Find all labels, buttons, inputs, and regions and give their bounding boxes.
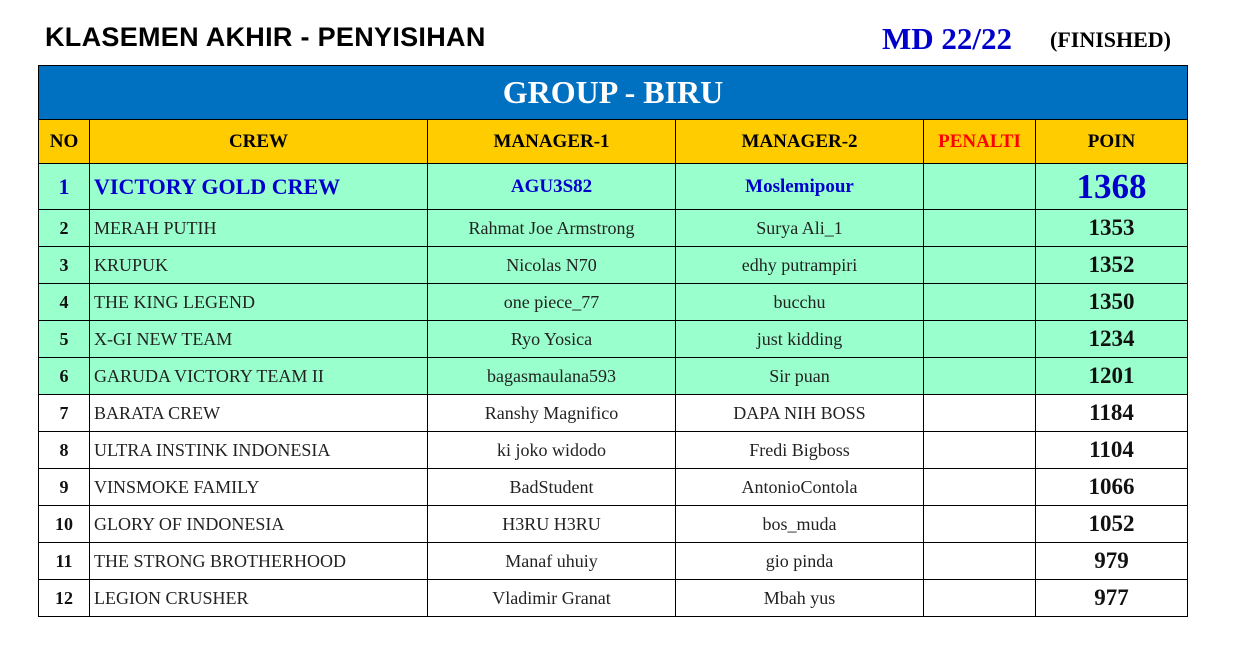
column-header-poin: POIN bbox=[1036, 120, 1188, 164]
table-row bbox=[39, 164, 1188, 210]
column-header-crew: CREW bbox=[90, 120, 428, 164]
cell-manager-2: Mbah yus bbox=[676, 580, 924, 617]
cell-poin: 1184 bbox=[1036, 395, 1188, 432]
cell-poin: 979 bbox=[1036, 543, 1188, 580]
group-header-row bbox=[39, 66, 1188, 120]
cell-crew: X-GI NEW TEAM bbox=[90, 321, 428, 358]
cell-manager-2: gio pinda bbox=[676, 543, 924, 580]
table-row bbox=[39, 247, 1188, 284]
column-header-penalti: PENALTI bbox=[924, 120, 1036, 164]
cell-no: 2 bbox=[39, 210, 90, 247]
cell-no: 7 bbox=[39, 395, 90, 432]
column-header-manager-1: MANAGER-1 bbox=[428, 120, 676, 164]
cell-penalti bbox=[924, 284, 1036, 321]
cell-crew: BARATA CREW bbox=[90, 395, 428, 432]
cell-poin: 1353 bbox=[1036, 210, 1188, 247]
table-row bbox=[39, 469, 1188, 506]
cell-poin: 1368 bbox=[1036, 164, 1188, 210]
cell-manager-1: bagasmaulana593 bbox=[428, 358, 676, 395]
cell-manager-2: bucchu bbox=[676, 284, 924, 321]
cell-penalti bbox=[924, 358, 1036, 395]
cell-poin: 977 bbox=[1036, 580, 1188, 617]
cell-manager-1: Ranshy Magnifico bbox=[428, 395, 676, 432]
cell-crew: THE KING LEGEND bbox=[90, 284, 428, 321]
cell-poin: 1352 bbox=[1036, 247, 1188, 284]
cell-no: 12 bbox=[39, 580, 90, 617]
table-row bbox=[39, 580, 1188, 617]
cell-no: 1 bbox=[39, 164, 90, 210]
cell-penalti bbox=[924, 580, 1036, 617]
cell-crew: THE STRONG BROTHERHOOD bbox=[90, 543, 428, 580]
cell-crew: LEGION CRUSHER bbox=[90, 580, 428, 617]
cell-penalti bbox=[924, 210, 1036, 247]
cell-no: 8 bbox=[39, 432, 90, 469]
cell-no: 10 bbox=[39, 506, 90, 543]
table-row bbox=[39, 432, 1188, 469]
table-row bbox=[39, 543, 1188, 580]
cell-manager-1: ki joko widodo bbox=[428, 432, 676, 469]
cell-poin: 1201 bbox=[1036, 358, 1188, 395]
cell-crew: KRUPUK bbox=[90, 247, 428, 284]
column-header-no: NO bbox=[39, 120, 90, 164]
cell-penalti bbox=[924, 506, 1036, 543]
cell-manager-2: AntonioContola bbox=[676, 469, 924, 506]
cell-manager-2: bos_muda bbox=[676, 506, 924, 543]
table-row bbox=[39, 395, 1188, 432]
cell-manager-1: AGU3S82 bbox=[428, 164, 676, 210]
standings-table bbox=[38, 65, 1188, 617]
cell-poin: 1066 bbox=[1036, 469, 1188, 506]
cell-manager-2: edhy putrampiri bbox=[676, 247, 924, 284]
cell-penalti bbox=[924, 432, 1036, 469]
cell-poin: 1234 bbox=[1036, 321, 1188, 358]
cell-no: 5 bbox=[39, 321, 90, 358]
matchday-label: MD 22/22 bbox=[882, 21, 1013, 56]
cell-manager-2: Fredi Bigboss bbox=[676, 432, 924, 469]
cell-crew: GLORY OF INDONESIA bbox=[90, 506, 428, 543]
cell-manager-2: Surya Ali_1 bbox=[676, 210, 924, 247]
cell-manager-1: Ryo Yosica bbox=[428, 321, 676, 358]
cell-manager-2: Moslemipour bbox=[676, 164, 924, 210]
table-row bbox=[39, 506, 1188, 543]
cell-poin: 1104 bbox=[1036, 432, 1188, 469]
cell-penalti bbox=[924, 247, 1036, 284]
cell-no: 9 bbox=[39, 469, 90, 506]
cell-penalti bbox=[924, 395, 1036, 432]
cell-manager-2: just kidding bbox=[676, 321, 924, 358]
cell-poin: 1052 bbox=[1036, 506, 1188, 543]
cell-manager-1: H3RU H3RU bbox=[428, 506, 676, 543]
cell-manager-1: one piece_77 bbox=[428, 284, 676, 321]
cell-penalti bbox=[924, 469, 1036, 506]
page-title: KLASEMEN AKHIR - PENYISIHAN bbox=[45, 22, 486, 52]
cell-no: 11 bbox=[39, 543, 90, 580]
table-row bbox=[39, 210, 1188, 247]
table-row bbox=[39, 284, 1188, 321]
cell-manager-1: Rahmat Joe Armstrong bbox=[428, 210, 676, 247]
cell-no: 4 bbox=[39, 284, 90, 321]
cell-crew: MERAH PUTIH bbox=[90, 210, 428, 247]
cell-poin: 1350 bbox=[1036, 284, 1188, 321]
table-row bbox=[39, 358, 1188, 395]
cell-crew: ULTRA INSTINK INDONESIA bbox=[90, 432, 428, 469]
cell-no: 6 bbox=[39, 358, 90, 395]
cell-manager-1: Manaf uhuiy bbox=[428, 543, 676, 580]
cell-penalti bbox=[924, 321, 1036, 358]
cell-manager-2: DAPA NIH BOSS bbox=[676, 395, 924, 432]
status-label: (FINISHED) bbox=[1050, 27, 1172, 52]
cell-manager-2: Sir puan bbox=[676, 358, 924, 395]
group-title: GROUP - BIRU bbox=[39, 66, 1188, 120]
cell-manager-1: Vladimir Granat bbox=[428, 580, 676, 617]
cell-crew: GARUDA VICTORY TEAM II bbox=[90, 358, 428, 395]
column-header-manager-2: MANAGER-2 bbox=[676, 120, 924, 164]
cell-penalti bbox=[924, 543, 1036, 580]
cell-crew: VICTORY GOLD CREW bbox=[90, 164, 428, 210]
cell-crew: VINSMOKE FAMILY bbox=[90, 469, 428, 506]
cell-no: 3 bbox=[39, 247, 90, 284]
column-header-row bbox=[39, 120, 1188, 164]
cell-manager-1: Nicolas N70 bbox=[428, 247, 676, 284]
cell-manager-1: BadStudent bbox=[428, 469, 676, 506]
table-row bbox=[39, 321, 1188, 358]
cell-penalti bbox=[924, 164, 1036, 210]
